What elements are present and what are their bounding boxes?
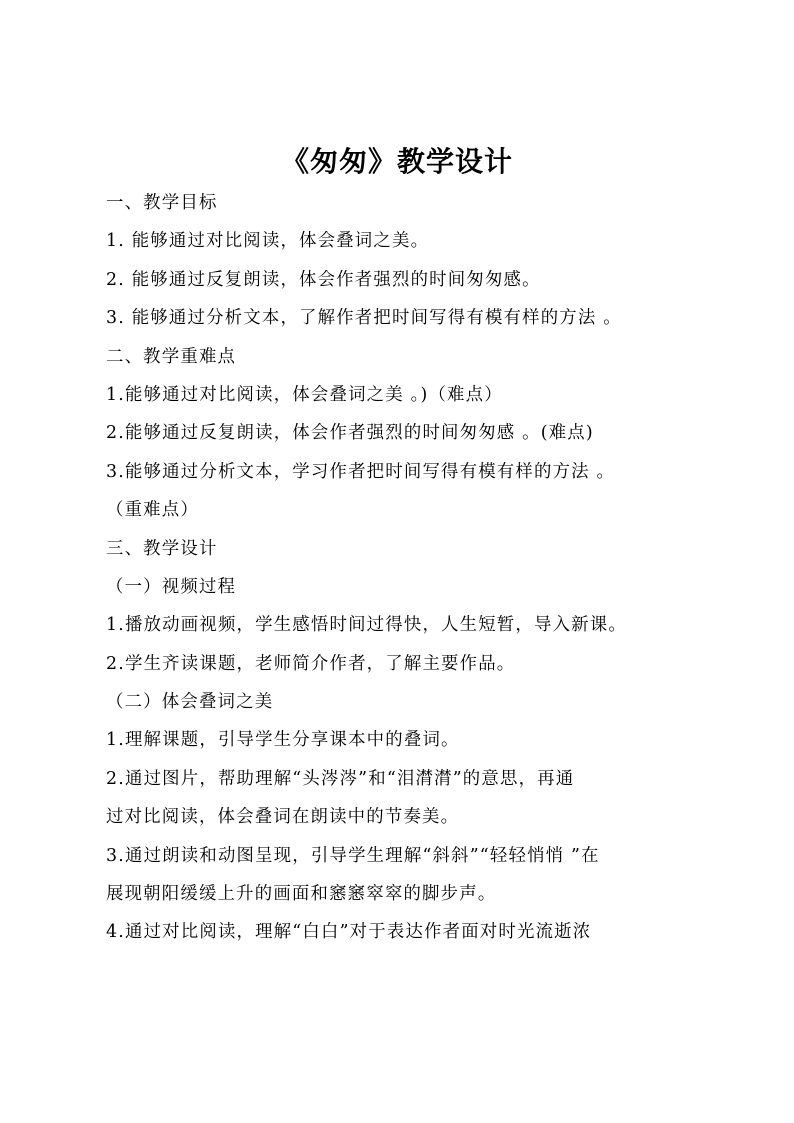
design-step-item: 1.播放动画视频，学生感悟时间过得快，人生短暂，导入新课。 [106,615,627,636]
design-step-item: 2.学生齐读课题，老师简介作者，了解主要作品。 [106,653,516,674]
design-step-item: 2.通过图片，帮助理解“头涔涔”和“泪潸潸”的意思，再通 [106,768,575,789]
design-step-item-continued: 展现朝阳缓缓上升的画面和窸窸窣窣的脚步声。 [106,884,497,905]
section-heading-key-points: 二、教学重难点 [106,346,237,367]
document-body [106,184,706,952]
subsection-heading: （二）体会叠词之美 [106,692,274,713]
design-step-item: 3.通过朗读和动图呈现，引导学生理解“斜斜”“轻轻悄悄 ”在 [106,845,600,866]
design-step-item: 1.理解课题，引导学生分享课本中的叠词。 [106,730,460,751]
subsection-heading: （一）视频过程 [106,576,237,597]
key-point-item: 1.能够通过对比阅读，体会叠词之美 。)（难点） [106,384,503,405]
objective-item: 2. 能够通过反复朗读，体会作者强烈的时间匆匆感。 [106,269,541,290]
key-point-item: 2.能够通过反复朗读，体会作者强烈的时间匆匆感 。(难点) [106,423,594,444]
key-point-item: 3.能够通过分析文本，学习作者把时间写得有模有样的方法 。 [106,461,616,482]
design-step-item-continued: 过对比阅读，体会叠词在朗读中的节奏美。 [106,807,460,828]
design-step-item: 4.通过对比阅读，理解“白白”对于表达作者面对时光流逝浓 [106,922,592,943]
section-heading-objectives: 一、教学目标 [106,193,218,213]
objective-item: 3. 能够通过分析文本，了解作者把时间写得有模有样的方法 。 [106,308,622,329]
objective-item: 1. 能够通过对比阅读，体会叠词之美。 [106,231,430,252]
section-heading-design: 三、教学设计 [106,538,218,559]
document-title: 《匆匆》教学设计 [280,145,513,178]
key-point-item-continued: （重难点） [106,500,199,521]
